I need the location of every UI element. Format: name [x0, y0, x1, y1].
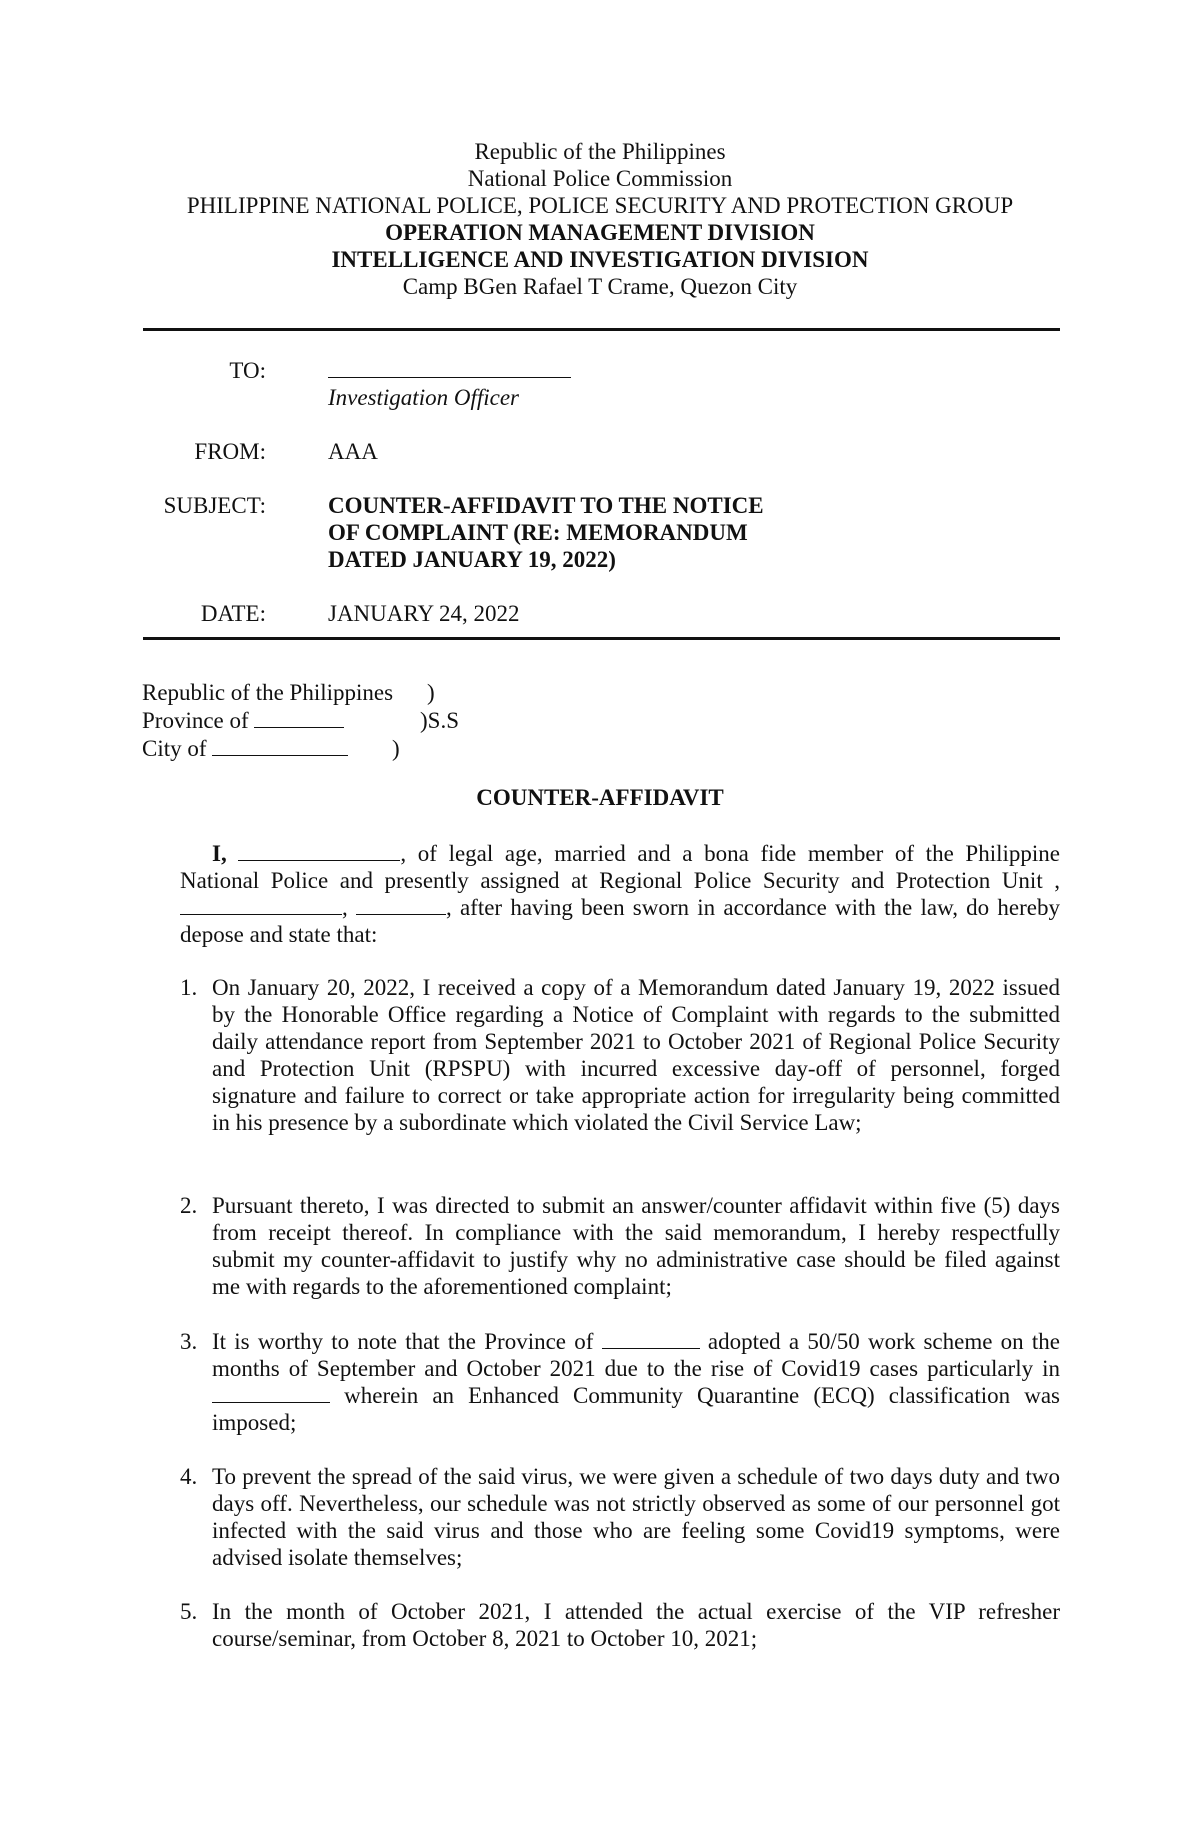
letterhead: [0, 138, 1200, 300]
item-number: 1.: [180, 975, 198, 1000]
item-text: Pursuant thereto, I was directed to submit an answer/counter affidavit within five (5) days from receipt thereof. In compliance with the said memorandum, I hereby respectfully submit my counter-affidavit to justify why no administrative case should be filed against me with regards to the aforementioned complaint;: [212, 1193, 1060, 1299]
top-divider: [143, 328, 1060, 331]
letterhead-pnp-group: PHILIPPINE NATIONAL POLICE, POLICE SECURITY AND PROTECTION GROUP: [186, 193, 1014, 218]
venue-city-blank: [212, 735, 348, 756]
unit-blank-2: [356, 894, 446, 915]
list-item-5: [180, 1598, 1060, 1652]
memo-to-title: Investigation Officer: [328, 385, 519, 410]
item-text: In the month of October 2021, I attended the actual exercise of the VIP refresher course/seminar, from October 8, 2021 to October 10, 2021;: [212, 1599, 1060, 1651]
letterhead-republic: Republic of the Philippines: [474, 139, 726, 164]
venue-line-republic: [142, 679, 435, 707]
intro-comma: ,: [342, 895, 348, 920]
item-text: On January 20, 2022, I received a copy of a Memorandum dated January 19, 2022 issued by the Honorable Office regarding a Notice of Complaint with regards to the submitted daily attendance report from September 2021 to October 2021 of Regional Police Security and Protection Unit (RPSPU) with incurred excessive day-off of personnel, forged signature and failure to correct or take appropriate action for irregularity being committed in his presence by a subordinate which violated the Civil Service Law;: [212, 975, 1060, 1135]
memo-from-value: AAA: [328, 439, 378, 464]
item-number: 5.: [180, 1599, 198, 1624]
item-number: 2.: [180, 1193, 198, 1218]
memo-from-label: FROM:: [194, 439, 266, 464]
affiant-name-blank: [238, 840, 400, 861]
letterhead-address: Camp BGen Rafael T Crame, Quezon City: [402, 274, 798, 299]
list-item-3: [180, 1328, 1060, 1436]
venue-province-ss: )S.S: [420, 708, 459, 733]
letterhead-division-1: OPERATION MANAGEMENT DIVISION: [385, 220, 815, 245]
venue-province-text: Province of: [142, 708, 249, 733]
venue-city-text: City of: [142, 736, 207, 761]
letterhead-division-2: INTELLIGENCE AND INVESTIGATION DIVISION: [331, 247, 869, 272]
province-blank: [602, 1328, 700, 1349]
venue-block: [142, 679, 459, 763]
intro-text-1: , of legal age, married and a bona fide member of the Philippine National Police and presently assigned at Regional Police Security and Protection Unit ,: [180, 841, 1060, 893]
letterhead-commission: National Police Commission: [467, 166, 733, 191]
bottom-divider: [143, 637, 1060, 640]
unit-blank-1: [180, 894, 342, 915]
memo-subject-line-3: DATED JANUARY 19, 2022): [328, 547, 616, 572]
memo-date-label: DATE:: [200, 601, 266, 626]
venue-line-province: [142, 707, 459, 735]
venue-republic-text: Republic of the Philippines: [142, 680, 394, 705]
intro-i: I,: [212, 841, 227, 866]
area-blank: [212, 1382, 330, 1403]
item-number: 4.: [180, 1464, 198, 1489]
intro-text-2: , after having been sworn in accordance with the law, do hereby depose and state that:: [180, 895, 1060, 947]
list-item-1: [180, 974, 1060, 1136]
venue-city-paren: ): [392, 736, 400, 761]
affidavit-title: COUNTER-AFFIDAVIT: [476, 785, 724, 810]
memo-date-value: JANUARY 24, 2022: [328, 601, 520, 626]
item-3-text-b: adopted a 50/50 work scheme on the months of September and October 2021 due to the rise of Covid19 cases particularly in: [212, 1329, 1061, 1381]
venue-province-blank: [254, 707, 344, 728]
list-item-4: [180, 1463, 1060, 1571]
memo-to-label: TO:: [229, 358, 266, 383]
memo-to-blank: [328, 357, 571, 384]
venue-republic-paren: ): [427, 680, 435, 705]
memo-subject: [328, 492, 764, 573]
item-text: [212, 1328, 1060, 1436]
venue-line-city: [142, 735, 400, 763]
memo-subject-label: SUBJECT:: [163, 493, 266, 518]
item-number: 3.: [180, 1329, 198, 1354]
item-3-text-c: wherein an Enhanced Community Quarantine (ECQ) classification was imposed;: [212, 1383, 1061, 1435]
item-3-text-a: It is worthy to note that the Province of: [212, 1329, 594, 1354]
list-item-2: [180, 1192, 1060, 1300]
to-name-blank-line: [328, 357, 571, 378]
memo-subject-line-1: COUNTER-AFFIDAVIT TO THE NOTICE: [328, 493, 764, 518]
intro-paragraph: [180, 840, 1060, 948]
item-text: To prevent the spread of the said virus, we were given a schedule of two days duty and two days off. Nevertheless, our schedule was not strictly observed as some of our personnel got infected with the said virus and those who are feeling some Covid19 symptoms, were advised isolate themselves;: [212, 1464, 1060, 1570]
memo-subject-line-2: OF COMPLAINT (RE: MEMORANDUM: [328, 520, 748, 545]
